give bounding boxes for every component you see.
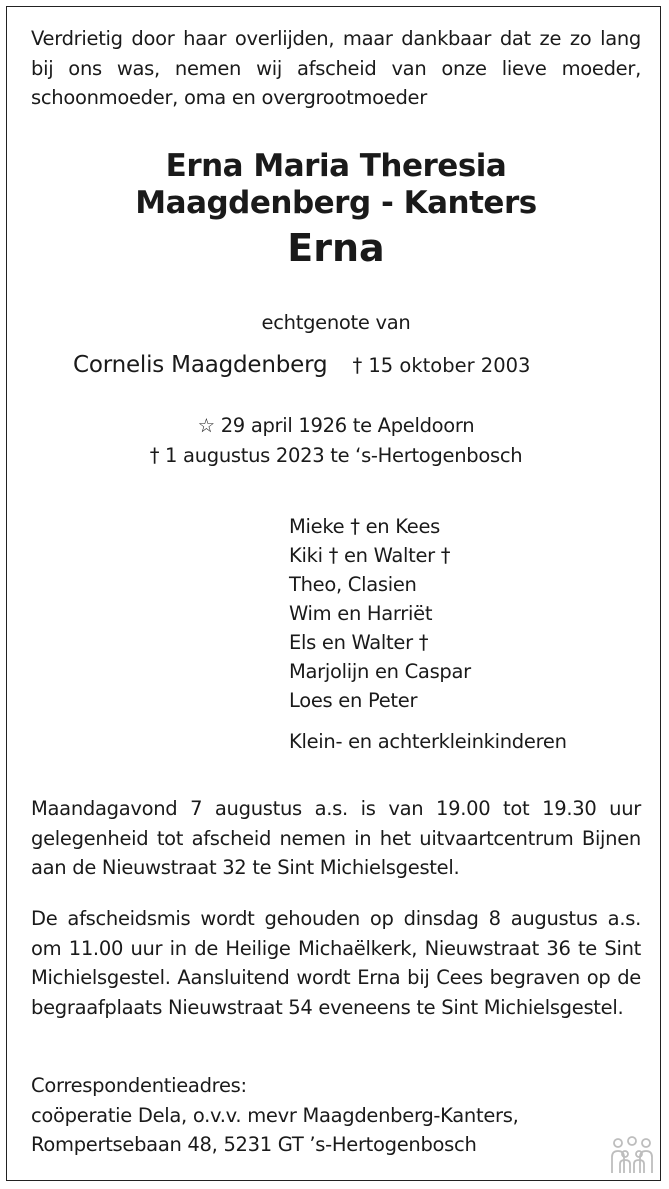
child-item: Els en Walter † [289, 631, 429, 654]
deceased-name-block [31, 148, 641, 270]
child-item: Marjolijn en Caspar [289, 660, 471, 683]
deceased-name-line2: Maagdenberg - Kanters [135, 185, 537, 221]
death-date: † 1 augustus 2023 te ‘s-Hertogenbosch [149, 443, 523, 467]
child-item: Theo, Clasien [289, 573, 417, 596]
children-list [289, 512, 567, 756]
child-item: Wim en Harriët [289, 602, 433, 625]
life-dates [31, 411, 641, 470]
spouse-relation: echtgenote van [261, 311, 411, 334]
deceased-name-line1: Erna Maria Theresia [165, 148, 507, 184]
family-logo-icon [609, 1135, 655, 1179]
correspondence-label: Correspondentieadres: [31, 1074, 247, 1097]
spouse-name: Cornelis Maagdenberg [73, 352, 328, 378]
correspondence-line2: Rompertsebaan 48, 5231 GT ’s-Hertogenbosch [31, 1133, 477, 1156]
spouse-death-date: † 15 oktober 2003 [352, 354, 531, 377]
service-text: De afscheidsmis wordt gehouden op dinsdag 8 augustus a.s. om 11.00 uur in de Heilige Michaëlkerk, Nieuwstraat 36 te Sint Michielsgestel. Aansluitend wordt Erna bij Cees begraven op de begraafplaats Nieuwstraat 54 eveneens te Sint Michielsgestel. [31, 907, 641, 1019]
child-item: Loes en Peter [289, 689, 418, 712]
deceased-nickname: Erna [287, 226, 385, 270]
grandchildren: Klein- en achterkleinkinderen [289, 730, 567, 753]
correspondence-block [31, 1071, 641, 1160]
visitation-text: Maandagavond 7 augustus a.s. is van 19.00 tot 19.30 uur gelegenheid tot afscheid nemen in het uitvaartcentrum Bijnen aan de Nieuwstraat 32 te Sint Michielsgestel. [31, 797, 641, 879]
child-item: Kiki † en Walter † [289, 544, 451, 567]
child-item: Mieke † en Kees [289, 515, 441, 538]
birth-date: ☆ 29 april 1926 te Apeldoorn [197, 414, 475, 437]
correspondence-line1: coöperatie Dela, o.v.v. mevr Maagdenberg-Kanters, [31, 1103, 519, 1127]
intro-text: Verdrietig door haar overlijden, maar dankbaar dat ze zo lang bij ons was, nemen wij afscheid van onze lieve moeder, schoonmoeder, oma en overgrootmoeder [31, 27, 641, 109]
spouse-line [73, 352, 530, 378]
